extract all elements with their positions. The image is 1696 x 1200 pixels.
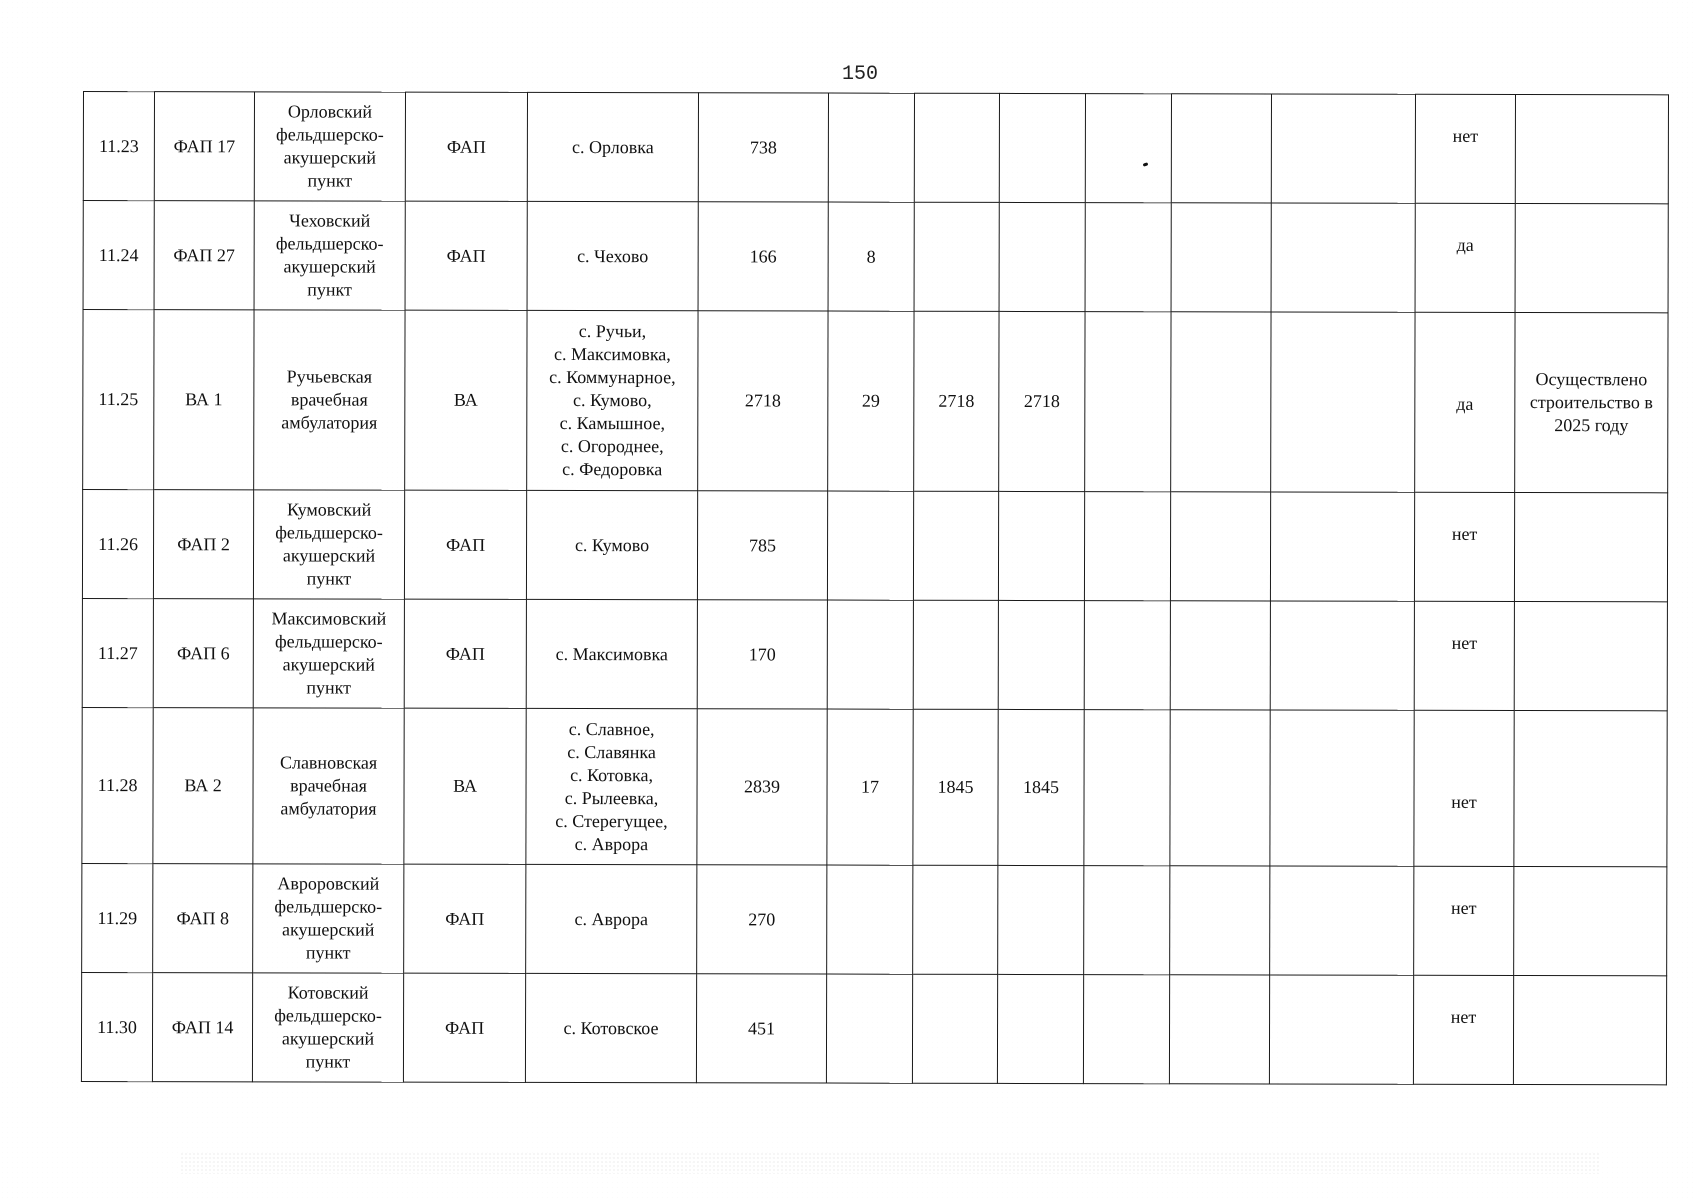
document-sheet [81, 91, 1668, 1081]
value-col8-cell [913, 491, 998, 600]
empty-col10-cell [1085, 312, 1171, 492]
value-col9-cell [998, 600, 1084, 709]
settlements-cell [526, 599, 697, 708]
value-col8-cell [912, 974, 997, 1083]
facility-code-cell: ФАП 14 [152, 973, 252, 1082]
page-number: 150 [841, 63, 878, 86]
settlements-cell [525, 973, 696, 1082]
facility-name-cell-line: пункт [305, 942, 351, 963]
row-number-cell: 11.24 [83, 201, 154, 310]
value-col8-cell [913, 600, 998, 709]
note-cell [1514, 601, 1667, 710]
status-flag-cell: нет [1414, 866, 1514, 975]
facility-name-cell-line: акушерский [282, 654, 375, 675]
settlements-cell-line: с. Стерегущее, [555, 810, 668, 831]
note-cell-line: 2025 году [1554, 415, 1629, 436]
settlements-cell [527, 201, 698, 310]
value-col8-cell: 1845 [913, 709, 998, 865]
settlements-cell-line: с. Коммунарное, [549, 366, 676, 388]
settlements-cell [527, 310, 698, 490]
status-flag-cell: да [1415, 203, 1515, 312]
facility-name-cell-line: фельдшерско- [274, 631, 383, 652]
settlements-cell-line: с. Камышное, [559, 412, 666, 434]
row-number-cell: 11.29 [82, 863, 153, 972]
settlements-cell-line: с. Рылеевка, [564, 787, 659, 808]
value-col9-cell [997, 974, 1083, 1083]
facility-code-cell: ФАП 17 [154, 92, 254, 201]
status-flag-cell: нет [1415, 94, 1515, 203]
facility-name-cell-line: Славновская [279, 752, 378, 773]
value-col9-cell: 2718 [999, 311, 1085, 491]
settlements-cell-line: с. Котовское [563, 1017, 659, 1038]
status-flag-cell: нет [1414, 601, 1514, 710]
settlements-cell-line: с. Славянка [567, 741, 656, 762]
empty-col11-cell [1169, 975, 1269, 1084]
value-col9-cell [999, 202, 1085, 311]
facility-name-cell-line: акушерский [282, 545, 376, 566]
facility-name-cell [254, 92, 405, 201]
value-col8-cell [913, 865, 998, 974]
table-row [83, 310, 1668, 493]
note-cell-line: Осуществлено [1535, 369, 1648, 390]
note-cell [1515, 312, 1668, 492]
value-col8-cell [914, 93, 999, 202]
status-flag-cell: нет [1414, 710, 1514, 866]
facility-name-cell-line: Кумовский [286, 499, 372, 520]
row-number-cell: 11.30 [81, 972, 152, 1081]
facility-type-cell: ФАП [405, 201, 527, 310]
empty-col11-cell [1170, 710, 1270, 866]
facility-name-cell-line: пункт [306, 568, 352, 589]
facility-name-cell [253, 708, 404, 864]
facility-type-cell: ВА [405, 310, 527, 490]
facility-name-cell-line: Авроровский [277, 873, 380, 894]
facility-type-cell: ФАП [404, 490, 526, 599]
facility-name-cell [252, 973, 403, 1082]
facility-name-cell [253, 599, 404, 708]
facility-name-cell [254, 201, 405, 310]
empty-col11-cell [1171, 312, 1271, 492]
note-cell [1514, 866, 1667, 975]
settlements-cell-line: с. Котовка, [570, 764, 654, 785]
table-row [83, 201, 1668, 313]
note-cell [1513, 975, 1666, 1084]
table-row [83, 92, 1668, 204]
value-col9-cell [998, 491, 1084, 600]
empty-col12-cell [1270, 601, 1414, 710]
value-col9-cell: 1845 [998, 709, 1084, 865]
facility-name-cell-line: пункт [306, 677, 352, 698]
empty-col12-cell [1270, 866, 1414, 975]
facility-name-cell-line: врачебная [290, 775, 368, 796]
empty-col10-cell [1084, 866, 1170, 975]
settlements-cell-line: с. Кумово [574, 534, 650, 555]
settlements-cell-line: с. Огороднее, [560, 436, 664, 457]
population-cell: 2839 [697, 709, 827, 865]
facility-name-cell-line: Орловский [287, 101, 373, 122]
facilities-table [81, 91, 1669, 1085]
facility-name-cell-line: акушерский [283, 256, 376, 277]
value-col7-cell [827, 600, 913, 709]
empty-col11-cell [1171, 203, 1271, 312]
empty-col11-cell [1170, 492, 1270, 601]
note-cell [1514, 710, 1667, 866]
empty-col10-cell [1085, 94, 1171, 203]
facility-name-cell-line: акушерский [281, 1028, 375, 1049]
facility-code-cell: ФАП 27 [154, 201, 254, 310]
empty-col12-cell [1271, 203, 1415, 312]
table-row [81, 972, 1666, 1084]
settlements-cell-line: с. Федоровка [562, 459, 663, 480]
facility-name-cell-line: фельдшерско- [275, 233, 384, 254]
facility-name-cell-line: амбулатория [280, 798, 377, 819]
value-col7-cell: 29 [828, 311, 914, 491]
facility-name-cell-line: акушерский [282, 919, 375, 940]
scan-bleed-through [180, 1152, 1600, 1174]
settlements-cell-line: с. Чехово [577, 245, 649, 266]
facility-name-cell-line: Максимовский [271, 608, 387, 629]
status-flag-cell: нет [1414, 492, 1514, 601]
row-number-cell: 11.27 [82, 598, 153, 707]
facility-name-cell-line: пункт [305, 1051, 351, 1072]
settlements-cell-line: с. Славное, [568, 718, 655, 739]
facility-type-cell: ФАП [404, 599, 526, 708]
empty-col11-cell [1170, 866, 1270, 975]
facility-name-cell-line: фельдшерско- [275, 522, 383, 543]
empty-col10-cell [1084, 601, 1170, 710]
status-flag-cell: да [1415, 312, 1515, 492]
note-cell-line: строительство в [1529, 392, 1653, 413]
population-cell: 270 [697, 865, 827, 974]
facility-type-cell: ФАП [403, 973, 525, 1082]
table-row [82, 707, 1667, 866]
facility-code-cell: ВА 1 [154, 310, 254, 490]
facility-code-cell: ВА 2 [153, 708, 253, 864]
facility-name-cell-line: амбулатория [281, 412, 378, 433]
settlements-cell-line: с. Ручьи, [578, 321, 647, 342]
value-col9-cell [998, 865, 1084, 974]
value-col7-cell: 8 [828, 202, 914, 311]
empty-col10-cell [1085, 203, 1171, 312]
settlements-cell-line: с. Кумово, [572, 390, 652, 411]
empty-col12-cell [1269, 975, 1413, 1084]
settlements-cell [526, 490, 697, 599]
settlements-cell [526, 708, 697, 864]
empty-col12-cell [1271, 94, 1415, 203]
facility-type-cell: ФАП [405, 92, 527, 201]
note-cell [1515, 203, 1668, 312]
value-col7-cell [827, 865, 913, 974]
facility-type-cell: ВА [404, 708, 526, 864]
empty-col11-cell [1171, 94, 1271, 203]
population-cell: 166 [698, 202, 828, 311]
facility-name-cell-line: пункт [307, 170, 353, 191]
empty-col10-cell [1084, 492, 1170, 601]
facility-name-cell-line: акушерский [283, 147, 377, 168]
value-col7-cell [827, 491, 913, 600]
facility-code-cell: ФАП 2 [153, 490, 253, 599]
value-col7-cell [828, 93, 914, 202]
population-cell: 738 [698, 93, 828, 202]
table-row [82, 490, 1667, 602]
facility-name-cell-line: фельдшерско- [276, 124, 384, 145]
settlements-cell-line: с. Орловка [572, 136, 654, 157]
facility-name-cell-line: фельдшерско- [274, 896, 383, 917]
empty-col12-cell [1270, 710, 1414, 866]
population-cell: 785 [697, 491, 827, 600]
settlements-cell [527, 92, 698, 201]
status-flag-cell: нет [1413, 975, 1513, 1084]
population-cell: 170 [697, 600, 827, 709]
table-body [81, 92, 1668, 1085]
value-col7-cell: 17 [827, 709, 913, 865]
value-col9-cell [999, 93, 1085, 202]
empty-col10-cell [1084, 710, 1170, 866]
settlements-cell-line: с. Аврора [574, 908, 649, 929]
table-row [82, 863, 1667, 975]
facility-code-cell: ФАП 6 [153, 599, 253, 708]
row-number-cell: 11.26 [82, 490, 153, 599]
empty-col12-cell [1270, 492, 1414, 601]
population-cell: 2718 [698, 311, 828, 491]
facility-name-cell-line: Ручьевская [286, 366, 373, 387]
facility-name-cell-line: фельдшерско- [274, 1005, 382, 1026]
facility-name-cell-line: Котовский [287, 982, 369, 1003]
row-number-cell: 11.23 [83, 92, 154, 201]
empty-col10-cell [1083, 975, 1169, 1084]
empty-col12-cell [1271, 312, 1415, 492]
empty-col11-cell [1170, 601, 1270, 710]
settlements-cell [526, 864, 697, 973]
facility-name-cell-line: Чеховский [289, 210, 371, 231]
facility-type-cell: ФАП [404, 864, 526, 973]
note-cell [1514, 492, 1667, 601]
facility-name-cell-line: врачебная [290, 389, 368, 410]
row-number-cell: 11.25 [83, 310, 154, 490]
value-col8-cell [914, 202, 999, 311]
facility-name-cell [254, 310, 405, 490]
row-number-cell: 11.28 [82, 707, 153, 863]
facility-name-cell [253, 490, 404, 599]
facility-name-cell [253, 864, 404, 973]
table-row [82, 598, 1667, 710]
value-col7-cell [826, 974, 912, 1083]
facility-code-cell: ФАП 8 [153, 864, 253, 973]
settlements-cell-line: с. Максимовка, [554, 343, 671, 365]
note-cell [1515, 95, 1668, 204]
value-col8-cell: 2718 [914, 311, 999, 491]
settlements-cell-line: с. Максимовка [555, 643, 668, 664]
settlements-cell-line: с. Аврора [574, 833, 649, 854]
population-cell: 451 [696, 974, 826, 1083]
facility-name-cell-line: пункт [307, 279, 352, 300]
